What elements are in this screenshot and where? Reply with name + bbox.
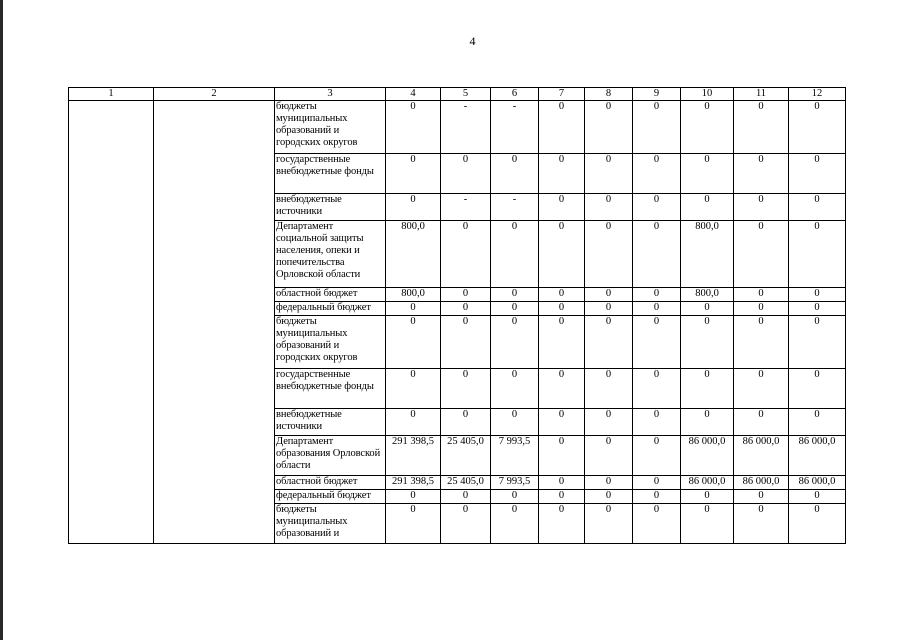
value-cell-col-4: 800,0 <box>386 221 441 288</box>
value-cell-col-11: 0 <box>734 409 789 436</box>
value-cell-col-11: 0 <box>734 490 789 504</box>
value-cell-col-10: 0 <box>681 101 734 154</box>
header-cell-7: 7 <box>539 88 585 101</box>
value-cell-col-12: 0 <box>789 409 846 436</box>
value-cell-col-4: 0 <box>386 504 441 544</box>
value-cell-col-4: 0 <box>386 490 441 504</box>
value-cell-col-9: 0 <box>633 504 681 544</box>
row-label: Департамент образования Орловской области <box>275 436 386 476</box>
value-cell-col-7: 0 <box>539 302 585 316</box>
header-cell-6: 6 <box>491 88 539 101</box>
value-cell-col-11: 0 <box>734 221 789 288</box>
value-cell-col-12: 86 000,0 <box>789 436 846 476</box>
value-cell-col-5: 0 <box>441 409 491 436</box>
value-cell-col-11: 0 <box>734 194 789 221</box>
value-cell-col-6: 0 <box>491 154 539 194</box>
value-cell-col-5: 0 <box>441 490 491 504</box>
value-cell-col-12: 86 000,0 <box>789 476 846 490</box>
value-cell-col-12: 0 <box>789 369 846 409</box>
row-label: областной бюджет <box>275 476 386 490</box>
value-cell-col-9: 0 <box>633 490 681 504</box>
value-cell-col-4: 0 <box>386 101 441 154</box>
value-cell-col-11: 0 <box>734 302 789 316</box>
value-cell-col-4: 0 <box>386 409 441 436</box>
row-label: внебюджетные источники <box>275 409 386 436</box>
value-cell-col-10: 800,0 <box>681 221 734 288</box>
value-cell-col-6: 0 <box>491 490 539 504</box>
value-cell-col-4: 0 <box>386 154 441 194</box>
value-cell-col-8: 0 <box>585 154 633 194</box>
header-cell-1: 1 <box>69 88 154 101</box>
value-cell-col-7: 0 <box>539 288 585 302</box>
row-label: внебюджетные источники <box>275 194 386 221</box>
value-cell-col-10: 0 <box>681 302 734 316</box>
value-cell-col-6: 0 <box>491 302 539 316</box>
value-cell-col-12: 0 <box>789 504 846 544</box>
header-cell-9: 9 <box>633 88 681 101</box>
value-cell-col-8: 0 <box>585 316 633 369</box>
header-cell-4: 4 <box>386 88 441 101</box>
value-cell-col-11: 86 000,0 <box>734 476 789 490</box>
value-cell-col-9: 0 <box>633 476 681 490</box>
value-cell-col-10: 0 <box>681 504 734 544</box>
budget-table <box>68 87 846 544</box>
value-cell-col-7: 0 <box>539 490 585 504</box>
value-cell-col-5: 0 <box>441 221 491 288</box>
value-cell-col-7: 0 <box>539 476 585 490</box>
value-cell-col-9: 0 <box>633 409 681 436</box>
row-label: бюджеты муниципальных образований и городских округов <box>275 101 386 154</box>
value-cell-col-6: 0 <box>491 288 539 302</box>
value-cell-col-11: 0 <box>734 316 789 369</box>
value-cell-col-10: 0 <box>681 409 734 436</box>
row-label: областной бюджет <box>275 288 386 302</box>
value-cell-col-9: 0 <box>633 288 681 302</box>
value-cell-col-9: 0 <box>633 302 681 316</box>
value-cell-col-7: 0 <box>539 154 585 194</box>
value-cell-col-10: 0 <box>681 316 734 369</box>
value-cell-col-12: 0 <box>789 101 846 154</box>
value-cell-col-7: 0 <box>539 504 585 544</box>
value-cell-col-4: 0 <box>386 194 441 221</box>
value-cell-col-5: 0 <box>441 302 491 316</box>
value-cell-col-9: 0 <box>633 221 681 288</box>
value-cell-col-6: 7 993,5 <box>491 476 539 490</box>
value-cell-col-6: 0 <box>491 369 539 409</box>
value-cell-col-7: 0 <box>539 316 585 369</box>
value-cell-col-8: 0 <box>585 490 633 504</box>
value-cell-col-9: 0 <box>633 194 681 221</box>
value-cell-col-8: 0 <box>585 221 633 288</box>
value-cell-col-11: 0 <box>734 504 789 544</box>
value-cell-col-4: 800,0 <box>386 288 441 302</box>
value-cell-col-6: 0 <box>491 221 539 288</box>
value-cell-col-5: 25 405,0 <box>441 436 491 476</box>
value-cell-col-5: 0 <box>441 369 491 409</box>
value-cell-col-9: 0 <box>633 369 681 409</box>
row-label: федеральный бюджет <box>275 302 386 316</box>
value-cell-col-11: 0 <box>734 154 789 194</box>
value-cell-col-8: 0 <box>585 194 633 221</box>
value-cell-col-6: - <box>491 194 539 221</box>
value-cell-col-12: 0 <box>789 288 846 302</box>
header-cell-3: 3 <box>275 88 386 101</box>
value-cell-col-8: 0 <box>585 409 633 436</box>
column-1-empty-cell <box>69 101 154 544</box>
value-cell-col-5: - <box>441 101 491 154</box>
value-cell-col-4: 0 <box>386 369 441 409</box>
page-number: 4 <box>469 34 476 48</box>
value-cell-col-10: 0 <box>681 490 734 504</box>
value-cell-col-9: 0 <box>633 101 681 154</box>
value-cell-col-8: 0 <box>585 302 633 316</box>
value-cell-col-9: 0 <box>633 316 681 369</box>
value-cell-col-5: 0 <box>441 288 491 302</box>
value-cell-col-5: 0 <box>441 316 491 369</box>
value-cell-col-7: 0 <box>539 221 585 288</box>
value-cell-col-7: 0 <box>539 436 585 476</box>
value-cell-col-10: 800,0 <box>681 288 734 302</box>
value-cell-col-9: 0 <box>633 154 681 194</box>
value-cell-col-10: 86 000,0 <box>681 436 734 476</box>
header-cell-2: 2 <box>154 88 275 101</box>
value-cell-col-8: 0 <box>585 101 633 154</box>
value-cell-col-8: 0 <box>585 504 633 544</box>
value-cell-col-4: 0 <box>386 316 441 369</box>
header-cell-10: 10 <box>681 88 734 101</box>
scan-edge-line <box>0 0 3 640</box>
value-cell-col-8: 0 <box>585 476 633 490</box>
value-cell-col-8: 0 <box>585 436 633 476</box>
value-cell-col-10: 0 <box>681 369 734 409</box>
value-cell-col-8: 0 <box>585 288 633 302</box>
value-cell-col-5: 0 <box>441 154 491 194</box>
value-cell-col-10: 0 <box>681 194 734 221</box>
header-cell-5: 5 <box>441 88 491 101</box>
value-cell-col-11: 0 <box>734 101 789 154</box>
header-cell-11: 11 <box>734 88 789 101</box>
row-label: государственные внебюджетные фонды <box>275 154 386 194</box>
value-cell-col-12: 0 <box>789 316 846 369</box>
value-cell-col-7: 0 <box>539 369 585 409</box>
header-cell-8: 8 <box>585 88 633 101</box>
row-label: федеральный бюджет <box>275 490 386 504</box>
value-cell-col-12: 0 <box>789 154 846 194</box>
value-cell-col-7: 0 <box>539 194 585 221</box>
value-cell-col-12: 0 <box>789 194 846 221</box>
value-cell-col-6: 7 993,5 <box>491 436 539 476</box>
value-cell-col-10: 0 <box>681 154 734 194</box>
value-cell-col-11: 0 <box>734 369 789 409</box>
value-cell-col-6: 0 <box>491 409 539 436</box>
value-cell-col-12: 0 <box>789 302 846 316</box>
header-row <box>69 88 846 101</box>
value-cell-col-5: 25 405,0 <box>441 476 491 490</box>
row-label: бюджеты муниципальных образований и <box>275 504 386 544</box>
value-cell-col-4: 291 398,5 <box>386 476 441 490</box>
row-label: Департамент социальной защиты населения, опеки и попечительства Орловской области <box>275 221 386 288</box>
header-cell-12: 12 <box>789 88 846 101</box>
value-cell-col-9: 0 <box>633 436 681 476</box>
value-cell-col-7: 0 <box>539 101 585 154</box>
value-cell-col-12: 0 <box>789 221 846 288</box>
value-cell-col-5: - <box>441 194 491 221</box>
value-cell-col-11: 0 <box>734 288 789 302</box>
value-cell-col-8: 0 <box>585 369 633 409</box>
value-cell-col-4: 0 <box>386 302 441 316</box>
value-cell-col-5: 0 <box>441 504 491 544</box>
budget-table-body <box>69 88 846 544</box>
value-cell-col-7: 0 <box>539 409 585 436</box>
value-cell-col-12: 0 <box>789 490 846 504</box>
value-cell-col-4: 291 398,5 <box>386 436 441 476</box>
value-cell-col-6: - <box>491 101 539 154</box>
row-label: бюджеты муниципальных образований и городских округов <box>275 316 386 369</box>
value-cell-col-11: 86 000,0 <box>734 436 789 476</box>
table-row <box>69 101 846 154</box>
column-2-empty-cell <box>154 101 275 544</box>
value-cell-col-6: 0 <box>491 504 539 544</box>
row-label: государственные внебюджетные фонды <box>275 369 386 409</box>
value-cell-col-6: 0 <box>491 316 539 369</box>
value-cell-col-10: 86 000,0 <box>681 476 734 490</box>
